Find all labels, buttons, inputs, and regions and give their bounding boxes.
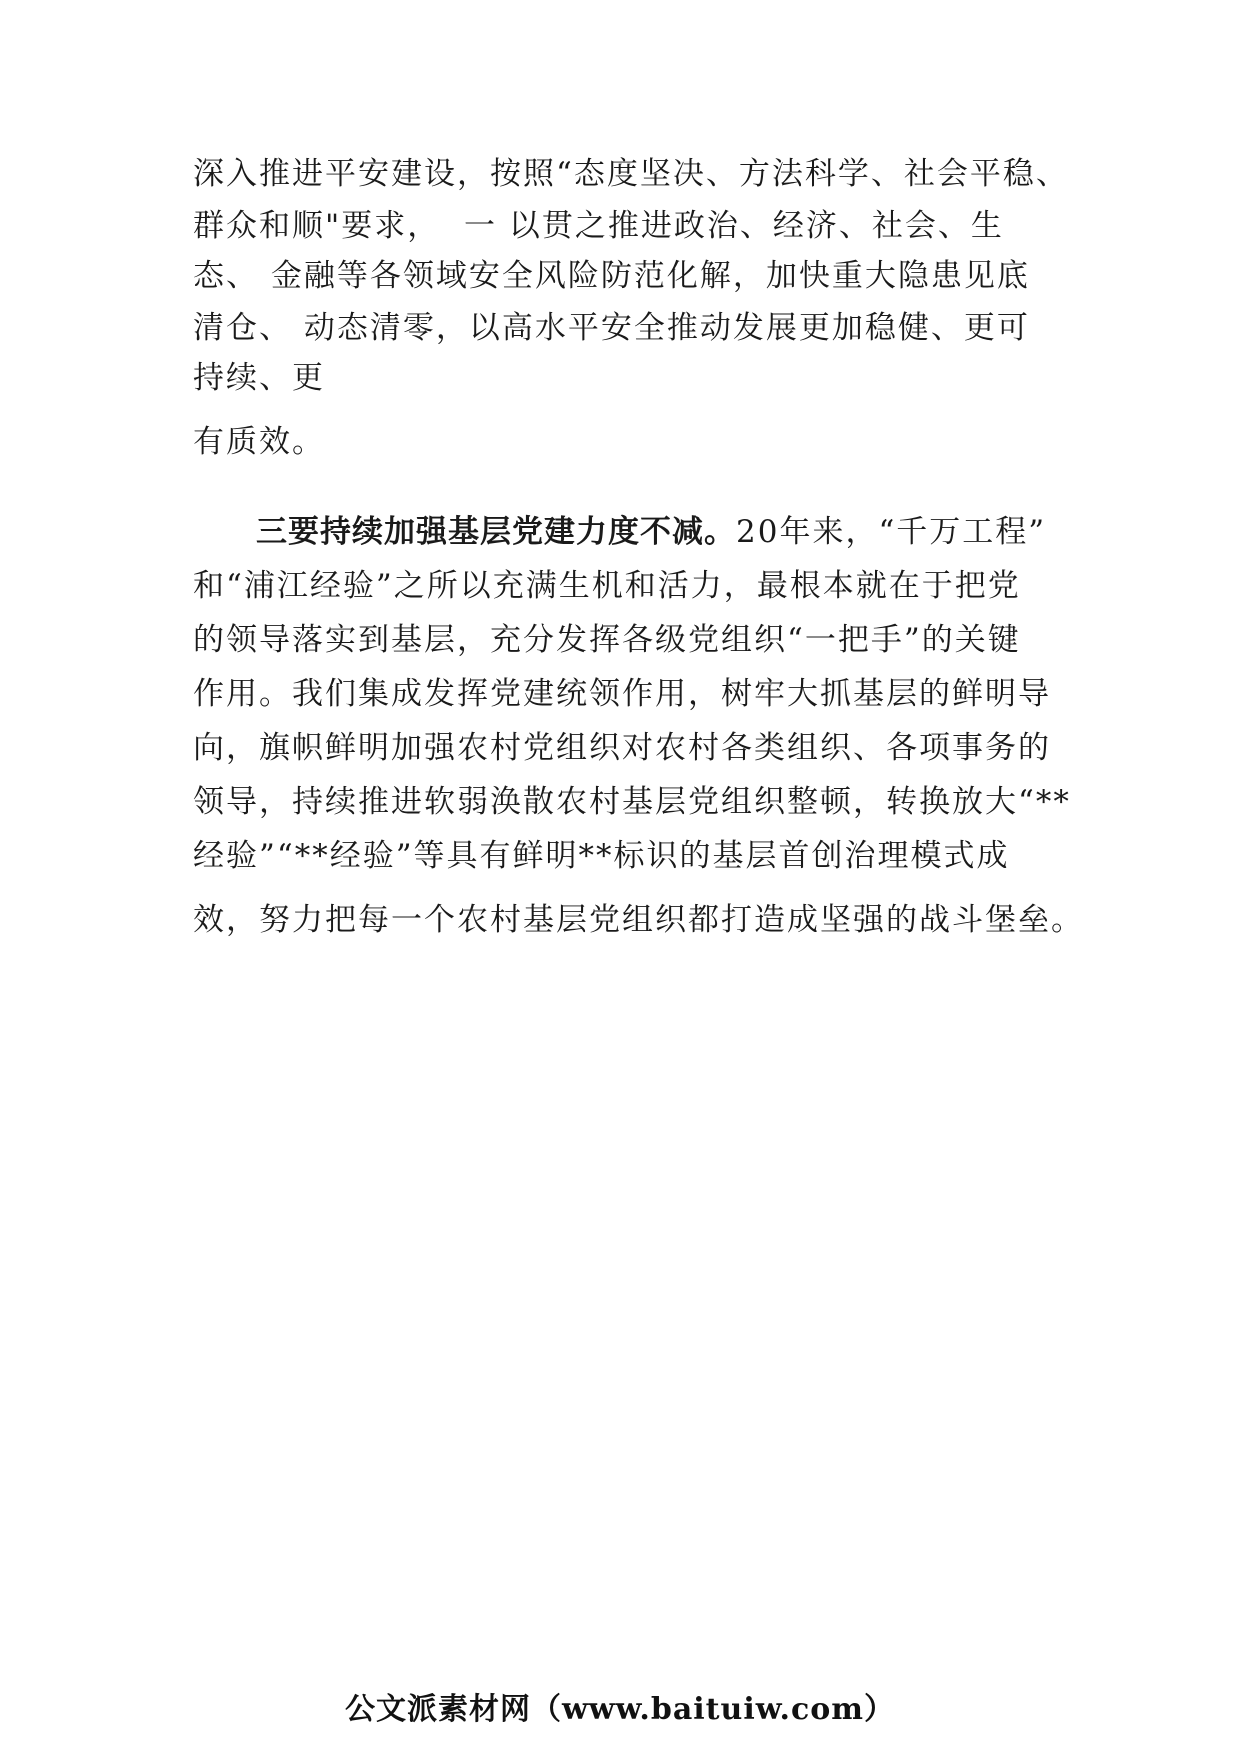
paragraph1-line-3: 态、 金融等各领域安全风险防范化解，加快重大隐患见底	[193, 258, 1030, 294]
paragraph2-heading: 三要持续加强基层党建力度不减。	[256, 514, 736, 550]
paragraph1-line-5: 持续、更	[193, 360, 325, 396]
paragraph2-line-4: 作用。我们集成发挥党建统领作用，树牢大抓基层的鲜明导	[193, 676, 1051, 712]
paragraph2-first-line	[256, 512, 1046, 552]
footer-source-text: 公文派素材网（www.baituiw.com）	[344, 1692, 896, 1727]
paragraph2-line-8: 效，努力把每一个农村基层党组织都打造成坚强的战斗堡垒。	[193, 902, 1084, 938]
paragraph2-line-5: 向，旗帜鲜明加强农村党组织对农村各类组织、各项事务的	[193, 730, 1051, 766]
paragraph1-line-1: 深入推进平安建设，按照“态度坚决、方法科学、社会平稳、	[193, 156, 1069, 192]
paragraph2-line-2: 和“浦江经验”之所以充满生机和活力，最根本就在于把党	[193, 568, 1021, 604]
paragraph1-line-4: 清仓、 动态清零，以高水平安全推动发展更加稳健、更可	[193, 310, 1030, 346]
paragraph2-line-3: 的领导落实到基层，充分发挥各级党组织“一把手”的关键	[193, 622, 1021, 658]
paragraph2-line-7: 经验”“**经验”等具有鲜明**标识的基层首创治理模式成	[193, 838, 1010, 874]
paragraph1-line-6: 有质效。	[193, 424, 325, 460]
paragraph2-first-line-rest: 20年来，“千万工程”	[736, 514, 1047, 550]
paragraph2-line-6: 领导，持续推进软弱涣散农村基层党组织整顿，转换放大“**	[193, 784, 1071, 820]
paragraph1-line-2: 群众和顺"要求， 一 以贯之推进政治、经济、社会、生	[193, 208, 1004, 244]
